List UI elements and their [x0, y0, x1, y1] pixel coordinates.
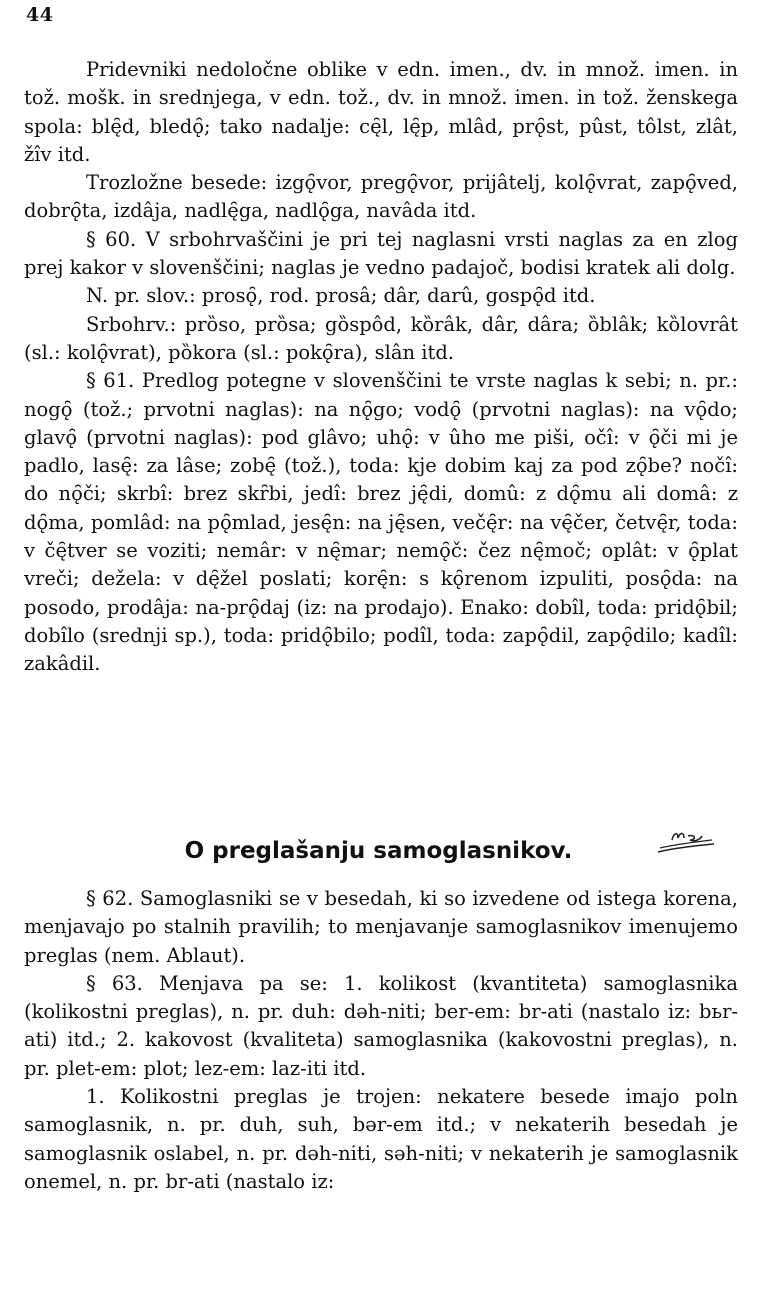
upper-text-block [24, 56, 738, 679]
paragraph-quantitative-ablaut: 1. Kolikostni preglas je trojen: nekatere besede imajo poln samoglasnik, n. pr. duh, suh, bər-em itd.; v nekaterih besedah je samoglasnik oslabel, n. pr. dəh-niti, səh-niti; v nekaterih je samoglasnik onemel, n. pr. br-ati (nastalo iz: [24, 1085, 738, 1193]
paragraph-section-62: § 62. Samoglasniki se v besedah, ki so izvedene od istega korena, menjavajo po stalnih pravilih; to menjavanje samoglasnikov imenujemo preglas (nem. Ablaut). [24, 887, 738, 967]
paragraph-trisyllabic: Trozložne besede: izgǫ̑vor, pregǫ̑vor, prijâtelj, kolǫ̑vrat, zapǫ̑ved, dobrǫ̑ta, izdâja, nadlę̑ga, nadlǫ̑ga, navâda itd. [24, 171, 738, 223]
paragraph-examples-srbohrv: Srbohrv.: prȍso, prȍsa; gȍspôd, kȍrâk, dâr, dâra; ȍblâk; kȍlovrât (sl.: kolǫ̑vrat), pȍkora (sl.: pokǫ̑ra), slân itd. [24, 312, 738, 364]
paragraph-section-60: § 60. V srbohrvaščini je pri tej naglasni vrsti naglas za en zlog prej kakor v slovenščini; naglas je vedno padajoč, bodisi kratek ali dolg. [24, 227, 738, 280]
paragraph-examples-slov: N. pr. slov.: prosǫ̑, rod. prosâ; dâr, darû, gospǫ̑d itd. [86, 284, 596, 308]
paragraph-section-63: § 63. Menjava pa se: 1. kolikost (kvantiteta) samoglasnika (kolikostni preglas), n. pr. duh: dəh-niti; ber-em: br-ati (nastalo iz: bьr-ati) itd.; 2. kakovost (kvaliteta) samoglasnika (kakovostni preglas), n. pr. plet-em: plot; lez-em: laz-iti itd. [24, 971, 738, 1080]
section-heading: O preglašanju samoglasnikov. [184, 838, 573, 864]
page-number: 44 [26, 4, 54, 26]
lower-text-block [24, 885, 738, 1196]
paragraph-adjectives: Pridevniki nedoločne oblike v edn. imen., dv. in množ. imen. in tož. mošk. in srednjega, v edn. tož., dv. in množ. imen. in tož. ženskega spola: blę̑d, bledǫ̑; tako nadalje: cę̑l, lę̑p, mlâd, prǫ̑st, pûst, tôlst, zlât, žîv itd. [24, 58, 738, 166]
paragraph-section-61: § 61. Predlog potegne v slovenščini te vrste naglas k sebi; n. pr.: nogǫ̑ (tož.; prvotni naglas): na nǫ̑go; vodǫ̑ (prvotni naglas): na vǫ̑do; glavǫ̑ (prvotni naglas): pod glâvo; uhǫ̑: v ûho me piši, očî: v ǫ̑či mi je padlo, lasę̑: za lâse; zobę̑ (tož.), toda: kje dobim kaj za pod zǫ̑be? nočî: do nǫ̑či; skrbî: brez skȓbi, jedî: brez ję̑di, domû: z dǫ̑mu ali domâ: z dǫ̑ma, pomlâd: na pǫ̑mlad, jesę̑n: na ję̑sen, večę̑r: na vę̑čer, četvę̑r, toda: v čę̑tver se voziti; nemâr: v nę̑mar; nemǫ̑č: čez nę̑moč; oplât: v ǫ̑plat vreči; dežela: v dę̑žel poslati; korę̑n: s kǫ̑renom izpuliti, posǫ̑da: na posodo, prodâja: na-prǫ̑daj (iz: na prodajo). Enako: dobîl, toda: pridǫ̑bil; dobîlo (srednji sp.), toda: pridǫ̑bilo; podîl, toda: zapǫ̑dil, zapǫ̑dilo; kadîl: zakâdil. [24, 369, 738, 676]
handwritten-annotation [656, 822, 716, 858]
